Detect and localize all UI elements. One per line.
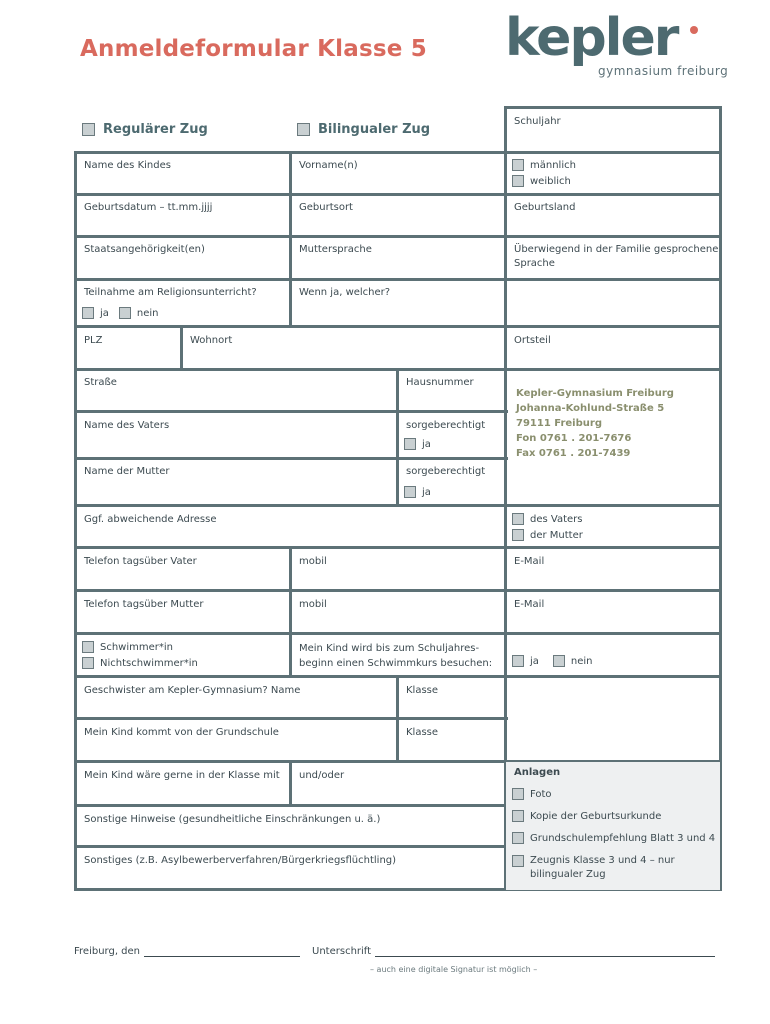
address-line: Kepler-Gymnasium Freiburg — [516, 388, 674, 399]
religion-nein-label: nein — [136, 307, 159, 319]
mutter-sorge-ja-label: ja — [422, 486, 431, 498]
staatsangehoerigkeit-label: Staatsangehörigkeit(en) — [84, 244, 205, 255]
bilingual-zug-label: Bilingualer Zug — [318, 122, 431, 137]
address-line: Johanna-Kohlund-Straße 5 — [516, 403, 665, 414]
schwimmkurs-ja-checkbox[interactable] — [512, 655, 524, 667]
regular-zug-option — [82, 122, 208, 137]
bilingual-zug-option — [297, 122, 430, 137]
nichtschwimmer-label: Nichtschwimmer*in — [100, 657, 198, 669]
schuljahr-label: Schuljahr — [514, 116, 561, 127]
anlage-foto-checkbox[interactable] — [512, 788, 524, 800]
abw-adresse-label: Ggf. abweichende Adresse — [84, 514, 217, 525]
school-address — [516, 386, 674, 461]
email-vater-label: E-Mail — [514, 556, 545, 567]
bilingual-zug-checkbox[interactable] — [297, 123, 310, 136]
anlage-grundschulempfehlung-checkbox[interactable] — [512, 832, 524, 844]
anlage-grundschulempfehlung-label: Grundschulempfehlung Blatt 3 und 4 — [530, 832, 716, 844]
anlage-foto — [512, 786, 552, 802]
grundschule-label: Mein Kind kommt von der Grundschule — [84, 727, 279, 738]
anlage-zeugnis — [512, 854, 700, 882]
vater-sorge-ja-label: ja — [422, 438, 431, 450]
logo-dot-icon — [690, 26, 698, 34]
religion-ja-label: ja — [100, 307, 109, 319]
schwimmer-checkbox[interactable] — [82, 641, 94, 653]
sorgeberechtigt-mutter-label: sorgeberechtigt — [406, 466, 486, 477]
anlagen-title: Anlagen — [514, 767, 561, 778]
name-mutter-label: Name der Mutter — [84, 466, 170, 477]
wohnort-label: Wohnort — [190, 335, 233, 346]
religion-ja-checkbox[interactable] — [82, 307, 94, 319]
anlage-geburtsurkunde — [512, 808, 661, 824]
row-divider — [74, 804, 508, 807]
address-phone: Fon 0761 . 201-7676 — [516, 433, 632, 444]
anlage-foto-label: Foto — [530, 788, 552, 800]
plz-label: PLZ — [84, 335, 103, 346]
schwimmkurs-ja-label: ja — [530, 655, 539, 667]
religion-label: Teilnahme am Religionsunterricht? — [84, 287, 257, 298]
anlage-grundschulempfehlung — [512, 830, 715, 846]
strasse-label: Straße — [84, 377, 117, 388]
signature-row — [74, 946, 715, 957]
vorname-label: Vorname(n) — [299, 160, 358, 171]
email-mutter-label: E-Mail — [514, 599, 545, 610]
hausnummer-label: Hausnummer — [406, 377, 474, 388]
anlage-zeugnis-label: Zeugnis Klasse 3 und 4 – nur bilingualer Zug — [530, 855, 675, 880]
des-vaters-label: des Vaters — [530, 513, 583, 525]
row-divider — [74, 717, 508, 720]
regular-zug-checkbox[interactable] — [82, 123, 95, 136]
row-divider — [74, 504, 722, 507]
klasse-wunsch-label: Mein Kind wäre gerne in der Klasse mit — [84, 770, 280, 781]
vater-sorge-ja-checkbox[interactable] — [404, 438, 416, 450]
weiblich-label: weiblich — [530, 175, 571, 187]
weiblich-option — [512, 173, 576, 189]
school-logo: kepler — [505, 8, 678, 68]
weiblich-checkbox[interactable] — [512, 175, 524, 187]
row-divider — [74, 410, 508, 413]
wenn-ja-label: Wenn ja, welcher? — [299, 287, 391, 298]
mutter-sorge-ja-checkbox[interactable] — [404, 486, 416, 498]
anlage-geburtsurkunde-label: Kopie der Geburtsurkunde — [530, 810, 662, 822]
vater-sorge-ja-option — [404, 436, 431, 452]
religion-ja-option — [82, 305, 109, 321]
place-date-label: Freiburg, den — [74, 946, 141, 957]
grundschule-klasse-label: Klasse — [406, 727, 439, 738]
schwimmkurs-nein-label: nein — [570, 655, 593, 667]
address-line: 79111 Freiburg — [516, 418, 602, 429]
der-mutter-checkbox[interactable] — [512, 529, 524, 541]
row-divider — [74, 325, 722, 328]
unterschrift-label: Unterschrift — [312, 946, 372, 957]
religion-nein-checkbox[interactable] — [119, 307, 131, 319]
tel-vater-label: Telefon tagsüber Vater — [84, 556, 197, 567]
signature-line[interactable] — [375, 947, 715, 957]
tel-mutter-label: Telefon tagsüber Mutter — [84, 599, 204, 610]
maennlich-checkbox[interactable] — [512, 159, 524, 171]
name-vater-label: Name des Vaters — [84, 420, 170, 431]
geschwister-label: Geschwister am Kepler-Gymnasium? Name — [84, 685, 301, 696]
schwimmkurs-ja-option — [512, 653, 539, 669]
regular-zug-label: Regulärer Zug — [103, 122, 208, 137]
schwimmkurs-nein-checkbox[interactable] — [553, 655, 565, 667]
mobil-mutter-label: mobil — [299, 599, 327, 610]
mobil-vater-label: mobil — [299, 556, 327, 567]
muttersprache-label: Muttersprache — [299, 244, 372, 255]
logo-subtitle: gymnasium freiburg — [598, 64, 729, 78]
maennlich-option — [512, 157, 576, 173]
sorgeberechtigt-vater-label: sorgeberechtigt — [406, 420, 486, 431]
der-mutter-label: der Mutter — [530, 529, 583, 541]
schwimmer-option — [82, 639, 198, 655]
date-line[interactable] — [144, 947, 300, 957]
page-title: Anmeldeformular Klasse 5 — [80, 36, 427, 62]
address-fax: Fax 0761 . 201-7439 — [516, 448, 631, 459]
schwimmkurs-label: Mein Kind wird bis zum Schuljahres-beginn einen Schwimmkurs besuchen: — [299, 643, 493, 669]
schwimmkurs-nein-option — [553, 653, 593, 669]
mutter-sorge-ja-option — [404, 484, 431, 500]
row-divider — [74, 845, 508, 848]
geschwister-klasse-label: Klasse — [406, 685, 439, 696]
nichtschwimmer-checkbox[interactable] — [82, 657, 94, 669]
ortsteil-label: Ortsteil — [514, 335, 551, 346]
row-divider — [74, 632, 722, 635]
geburtsland-label: Geburtsland — [514, 202, 576, 213]
anlage-zeugnis-checkbox[interactable] — [512, 855, 524, 867]
anlage-geburtsurkunde-checkbox[interactable] — [512, 810, 524, 822]
nichtschwimmer-option — [82, 655, 198, 671]
der-mutter-option — [512, 527, 583, 543]
maennlich-label: männlich — [530, 159, 576, 171]
des-vaters-checkbox[interactable] — [512, 513, 524, 525]
row-divider — [74, 546, 722, 549]
sonstiges-label: Sonstiges (z.B. Asylbewerberverfahren/Bürgerkriegsflüchtling) — [84, 855, 397, 866]
signature-note: – auch eine digitale Signatur ist möglich – — [370, 965, 538, 974]
name-kind-label: Name des Kindes — [84, 160, 171, 171]
religion-nein-option — [119, 305, 159, 321]
des-vaters-option — [512, 511, 583, 527]
geburtsort-label: Geburtsort — [299, 202, 353, 213]
hinweise-label: Sonstige Hinweise (gesundheitliche Einschränkungen u. ä.) — [84, 814, 381, 825]
und-oder-label: und/oder — [299, 770, 345, 781]
row-divider — [74, 589, 722, 592]
schwimmer-label: Schwimmer*in — [100, 641, 174, 653]
familiensprache-label: Überwiegend in der Familie gesprochene Sprache — [514, 244, 719, 269]
geburtsdatum-label: Geburtsdatum – tt.mm.jjjj — [84, 202, 213, 213]
